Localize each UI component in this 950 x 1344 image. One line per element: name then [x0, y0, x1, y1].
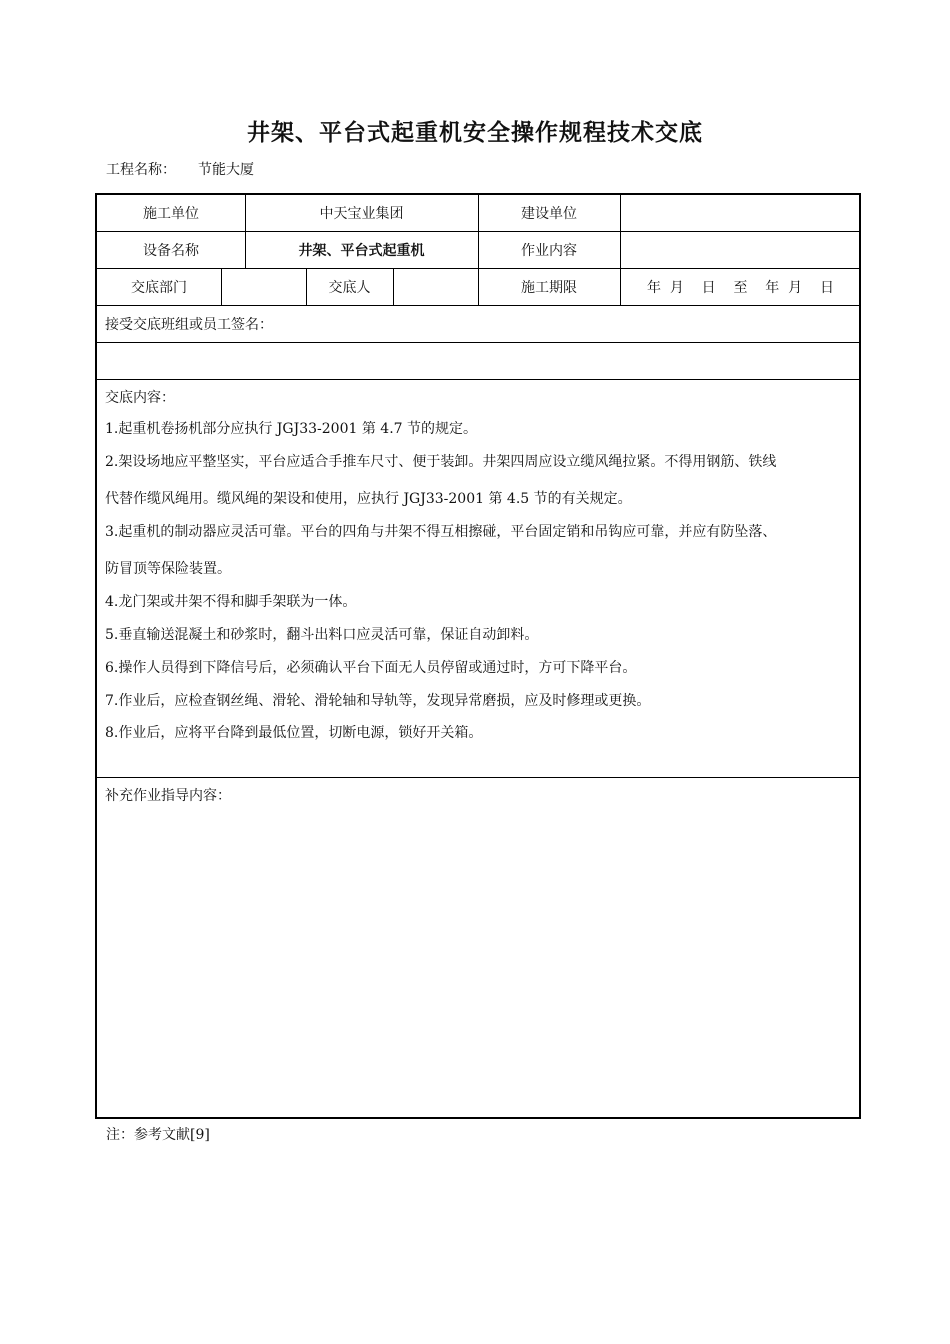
document-title: 井架、平台式起重机安全操作规程技术交底	[247, 120, 703, 146]
content-line: 6.操作人员得到下降信号后，必须确认平台下面无人员停留或通过时，方可下降平台。	[105, 660, 637, 676]
disclosure-dept-label: 交底部门	[131, 279, 187, 296]
row-divider	[97, 305, 859, 306]
construction-unit-label: 施工单位	[143, 206, 199, 222]
row-divider	[97, 342, 859, 343]
content-line: 1.起重机卷扬机部分应执行 JGJ33-2001 第 4.7 节的规定。	[105, 421, 478, 437]
content-line: 7.作业后，应检查钢丝绳、滑轮、滑轮轴和导轨等，发现异常磨损，应及时修理或更换。	[105, 693, 651, 709]
supplement-label: 补充作业指导内容：	[105, 788, 231, 804]
row-divider	[97, 777, 859, 778]
discloser-label: 交底人	[328, 279, 371, 296]
content-label: 交底内容：	[105, 390, 175, 406]
client-unit-label: 建设单位	[521, 206, 577, 222]
content-line: 3.起重机的制动器应灵活可靠。平台的四角与井架不得互相擦碰，平台固定销和吊钩应可靠，并应有防坠落、	[105, 524, 777, 540]
equipment-name-label: 设备名称	[143, 242, 199, 259]
project-label: 工程名称：	[106, 162, 176, 178]
content-line: 8.作业后，应将平台降到最低位置，切断电源，锁好开关箱。	[105, 725, 483, 741]
work-content-label: 作业内容	[521, 242, 577, 259]
row-divider	[97, 379, 859, 380]
content-line: 5.垂直输送混凝土和砂浆时，翻斗出料口应灵活可靠，保证自动卸料。	[105, 627, 539, 643]
disclosure-dept-value	[221, 268, 306, 305]
construction-period-value: 年 月 日 至 年 月 日	[646, 279, 834, 296]
construction-period-label: 施工期限	[521, 279, 577, 296]
client-unit-value	[620, 195, 861, 231]
project-name: 节能大厦	[198, 162, 254, 178]
content-line: 2.架设场地应平整坚实，平台应适合手推车尺寸、便于装卸。井架四周应设立缆风绳拉紧。不得用钢筋、铁线	[105, 454, 777, 470]
signature-label: 接受交底班组或员工签名：	[105, 317, 273, 333]
disclosure-table	[95, 193, 861, 1119]
work-content-value	[620, 231, 861, 268]
discloser-value	[393, 268, 478, 305]
equipment-name-value: 井架、平台式起重机	[298, 242, 425, 259]
project-line	[106, 159, 254, 179]
content-line: 防冒顶等保险装置。	[105, 561, 231, 577]
construction-unit-value: 中天宝业集团	[319, 206, 404, 222]
content-line: 4.龙门架或井架不得和脚手架联为一体。	[105, 594, 357, 610]
content-line: 代替作缆风绳用。缆风绳的架设和使用，应执行 JGJ33-2001 第 4.5 节的有关规定。	[105, 491, 632, 507]
reference-note: 注：参考文献[9]	[106, 1127, 210, 1143]
